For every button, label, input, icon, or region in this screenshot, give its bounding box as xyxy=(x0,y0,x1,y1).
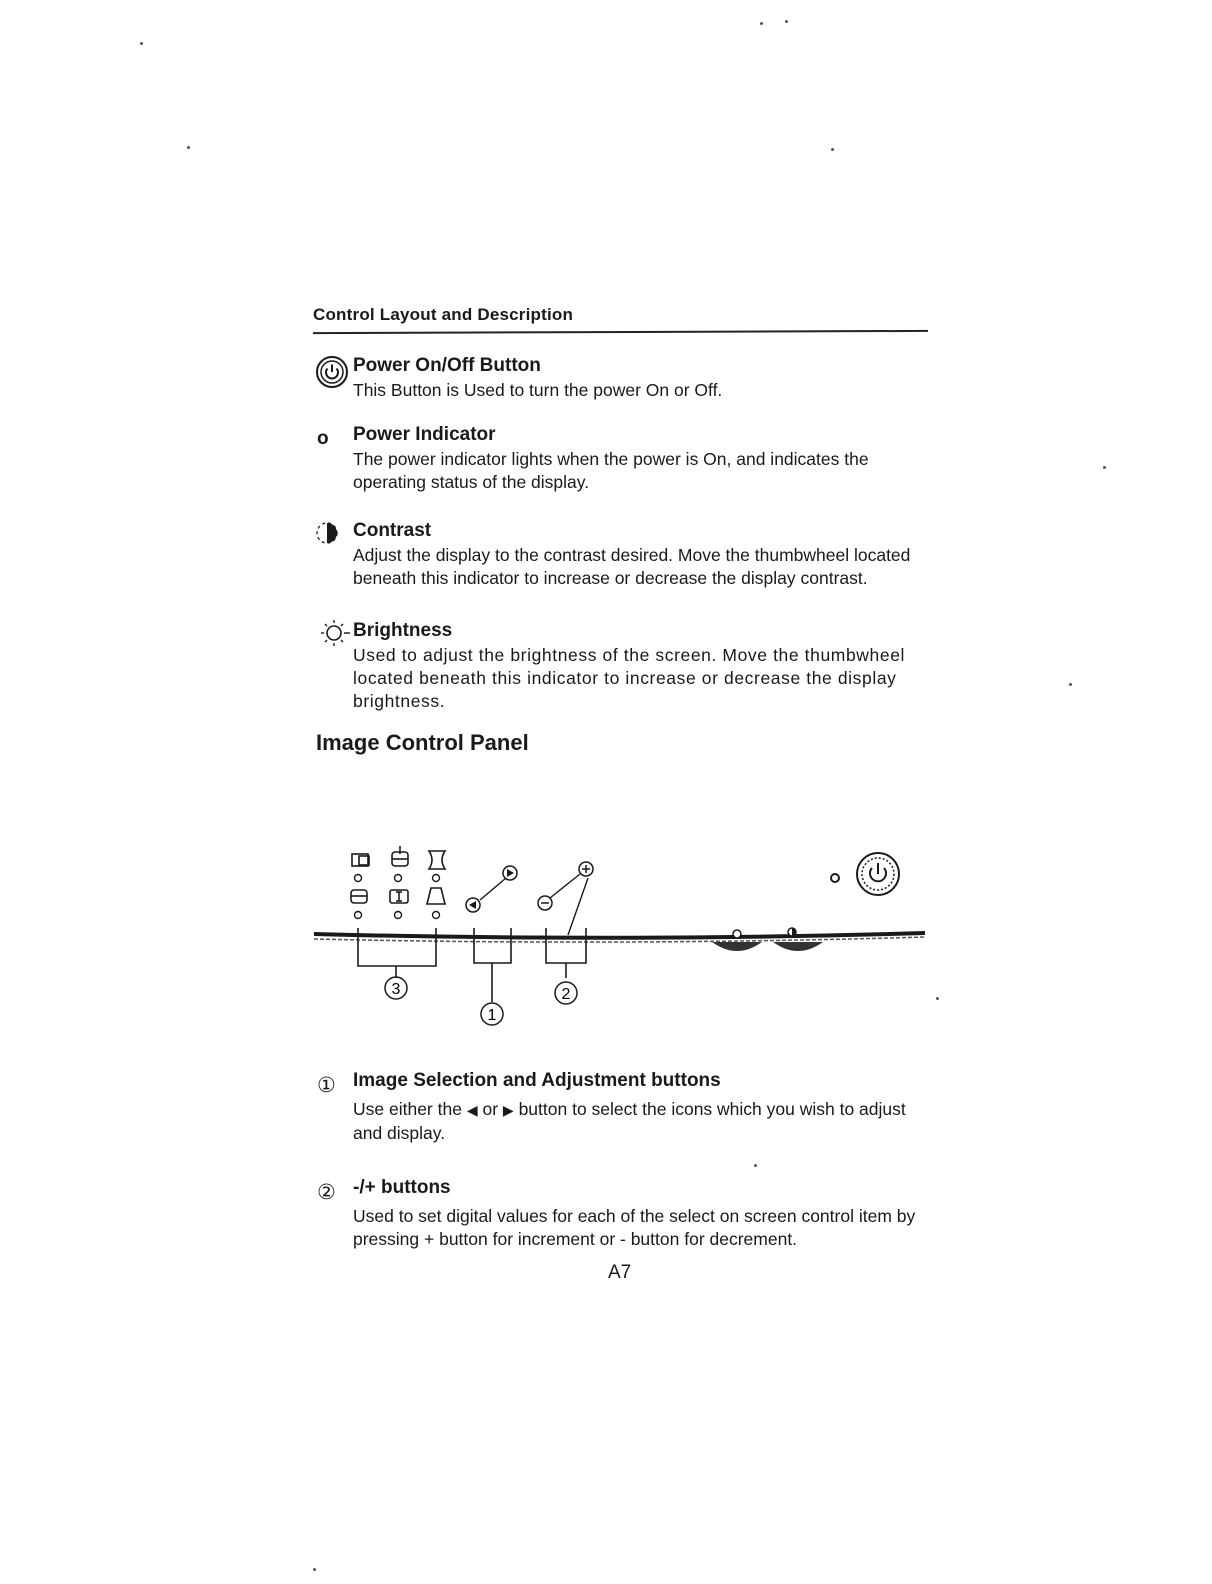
scan-speck xyxy=(140,42,143,45)
button-1-body-pre: Use either the xyxy=(353,1099,462,1119)
icon-indicator-dot xyxy=(355,912,362,919)
button-1-body-post: button to select the icons which you wish to adjust and display. xyxy=(353,1099,906,1143)
control-power-description: This Button is Used to turn the power On or Off. xyxy=(353,380,723,400)
scan-speck xyxy=(754,1164,757,1167)
select-right-button[interactable] xyxy=(503,866,517,880)
icon-indicator-dot xyxy=(355,875,362,882)
scan-speck xyxy=(936,997,939,1000)
control-indicator-description: The power indicator lights when the power is On, and indicates the operating status of the display. xyxy=(353,449,869,492)
bezel-edge xyxy=(314,933,925,938)
horizontal-size-icon xyxy=(351,890,367,903)
contrast-icon xyxy=(314,520,342,546)
panel-power-button[interactable] xyxy=(857,853,899,895)
scan-speck xyxy=(1103,466,1106,469)
callout-3 xyxy=(385,977,407,999)
section-title-rule xyxy=(313,330,928,334)
callout-2 xyxy=(555,982,577,1004)
power-icon xyxy=(314,355,352,391)
brightness-icon xyxy=(314,617,354,649)
control-panel-diagram xyxy=(310,830,935,1060)
icon-indicator-dot xyxy=(433,912,440,919)
button-2-title: -/+ buttons xyxy=(353,1177,451,1198)
callout-1 xyxy=(481,1003,503,1025)
callout-3-label: 3 xyxy=(391,981,401,998)
scan-speck xyxy=(313,1568,316,1571)
button-1-description-block xyxy=(353,1070,933,1145)
pincushion-icon xyxy=(429,851,445,869)
panel-heading: Image Control Panel xyxy=(316,730,529,755)
callout-1-label: 1 xyxy=(487,1007,497,1024)
vertical-size-icon xyxy=(390,890,408,903)
control-indicator-title: Power Indicator xyxy=(353,424,496,445)
button-2-description: Used to set digital values for each of the select on screen control item by pressing + button for increment or - button for decrement. xyxy=(353,1206,916,1249)
left-arrow-icon: ◀ xyxy=(466,1102,478,1118)
button-1-title: Image Selection and Adjustment buttons xyxy=(353,1070,721,1091)
icon-indicator-dot xyxy=(395,875,402,882)
control-power xyxy=(353,355,933,402)
icon-indicator-dot xyxy=(433,875,440,882)
minus-button[interactable] xyxy=(538,896,552,910)
button-1-body-or: or xyxy=(482,1099,499,1119)
control-brightness-description: Used to adjust the brightness of the screen. Move the thumbwheel located beneath this indicator to increase or decrease the display brightness. xyxy=(353,645,906,711)
scan-speck xyxy=(1069,683,1072,686)
section-title: Control Layout and Description xyxy=(313,305,574,324)
indicator-dot-icon: o xyxy=(317,428,329,449)
position-icon xyxy=(392,846,408,866)
button-1-number: ① xyxy=(317,1074,336,1097)
callout-2-label: 2 xyxy=(561,986,571,1003)
control-power-title: Power On/Off Button xyxy=(353,355,541,376)
control-contrast-description: Adjust the display to the contrast desired. Move the thumbwheel located beneath this indicator to increase or decrease the display contrast. xyxy=(353,545,911,588)
control-contrast-title: Contrast xyxy=(353,520,432,541)
page-number: A7 xyxy=(608,1262,632,1283)
image-size-icon xyxy=(352,854,369,866)
scan-speck xyxy=(187,146,190,149)
panel-power-indicator xyxy=(831,874,839,882)
control-contrast xyxy=(353,520,933,590)
button-2-description-block xyxy=(353,1177,933,1251)
select-left-button[interactable] xyxy=(466,898,480,912)
button-1-description xyxy=(353,1098,933,1145)
control-brightness-title: Brightness xyxy=(353,620,453,641)
button-2-number: ② xyxy=(317,1181,336,1204)
scan-speck xyxy=(785,20,788,23)
scan-speck xyxy=(760,22,763,25)
plus-button[interactable] xyxy=(579,862,593,876)
right-arrow-icon: ▶ xyxy=(502,1102,514,1118)
icon-indicator-dot xyxy=(395,912,402,919)
scan-speck xyxy=(831,148,834,151)
trapezoid-icon xyxy=(427,888,445,904)
control-brightness xyxy=(353,620,933,713)
control-indicator xyxy=(353,424,933,494)
